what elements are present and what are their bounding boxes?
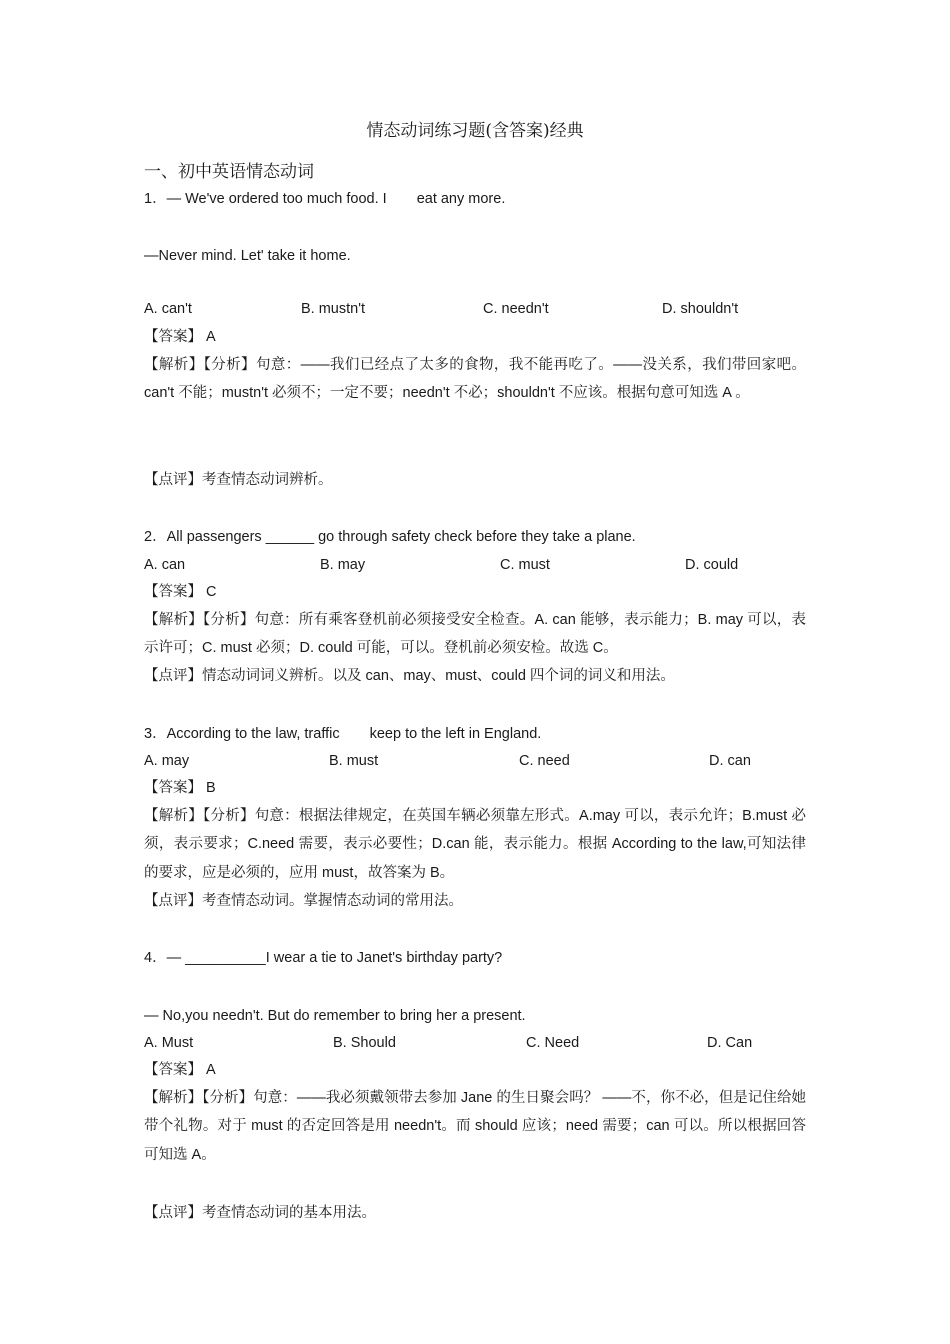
question-1-answer: 【答案】 A [144,329,216,345]
question-3-option-d: D. can [709,753,751,769]
question-1-stem-end: eat any more. [416,191,506,207]
question-1-option-b: B. mustn't [301,301,366,317]
question-4-option-b: B. Should [333,1035,396,1051]
question-2-option-d: D. could [685,557,739,573]
question-4-stem: 4．— __________I wear a tie to Janet's birthday party? [144,950,503,966]
question-2-analysis: 【解析】【分析】句意：所有乘客登机前必须接受安全检查。A. can 能够，表示能力；B. may 可以，表示许可；C. must 必须；D. could 可能，可以。登机前必须安检。故选 C。 [144,612,806,657]
question-2-option-a: A. can [144,557,186,573]
question-4-option-a: A. Must [144,1035,194,1051]
question-1-reply: —Never mind. Let' take it home. [144,248,351,264]
question-3-option-c: C. need [519,753,570,769]
question-4-reply: — No,you needn't. But do remember to bring her a present. [144,1008,526,1024]
question-2-stem: 2．All passengers ______ go through safety check before they take a plane. [144,529,636,545]
question-1-option-c: C. needn't [483,301,549,317]
question-3-option-a: A. may [144,753,190,769]
question-2-answer: 【答案】 C [144,584,217,600]
question-3-stem-start: 3．According to the law, traffic [144,726,340,742]
question-1-option-d: D. shouldn't [662,301,739,317]
question-3-stem-end: keep to the left in England. [369,726,542,742]
question-1-stem [144,189,505,209]
question-2-option-b: B. may [320,557,366,573]
question-2-option-c: C. must [500,557,550,573]
question-3-analysis: 【解析】【分析】句意：根据法律规定，在英国车辆必须靠左形式。A.may 可以，表示允许；B.must 必须，表示要求；C.need 需要，表示必要性；D.can 能，表示能力。根据 According to the law,可知法律的要求，应是必须的，应用 must，故答案为 B。 [144,808,806,881]
question-3-answer: 【答案】 B [144,780,216,796]
question-1-comment: 【点评】考查情态动词辨析。 [144,472,333,488]
question-1-option-a: A. can't [144,301,192,317]
question-4-option-c: C. Need [526,1035,580,1051]
question-3-option-b: B. must [329,753,379,769]
question-4-comment: 【点评】考查情态动词的基本用法。 [144,1205,376,1221]
question-4-analysis: 【解析】【分析】句意：——我必须戴领带去参加 Jane 的生日聚会吗？ ——不，你不必，但是记住给她带个礼物。对于 must 的否定回答是用 needn't。而 should 应该；need 需要；can 可以。所以根据回答可知选 A。 [144,1090,806,1163]
question-3-stem [144,724,541,744]
question-4-answer: 【答案】 A [144,1062,216,1078]
question-3-comment: 【点评】考查情态动词。掌握情态动词的常用法。 [144,893,463,909]
document-title: 情态动词练习题(含答案)经典 [366,121,584,141]
question-2-comment: 【点评】情态动词词义辨析。以及 can、may、must、could 四个词的词义和用法。 [144,668,675,684]
question-1-analysis: 【解析】【分析】句意：——我们已经点了太多的食物，我不能再吃了。——没关系，我们带回家吧。can't 不能；mustn't 必须不；一定不要；needn't 不必；shouldn't 不应该。根据句意可知选 A 。 [144,357,806,402]
question-1-stem-start: 1．— We've ordered too much food. I [144,191,387,207]
section-heading: 一、初中英语情态动词 [144,162,314,182]
question-4-option-d: D. Can [707,1035,753,1051]
